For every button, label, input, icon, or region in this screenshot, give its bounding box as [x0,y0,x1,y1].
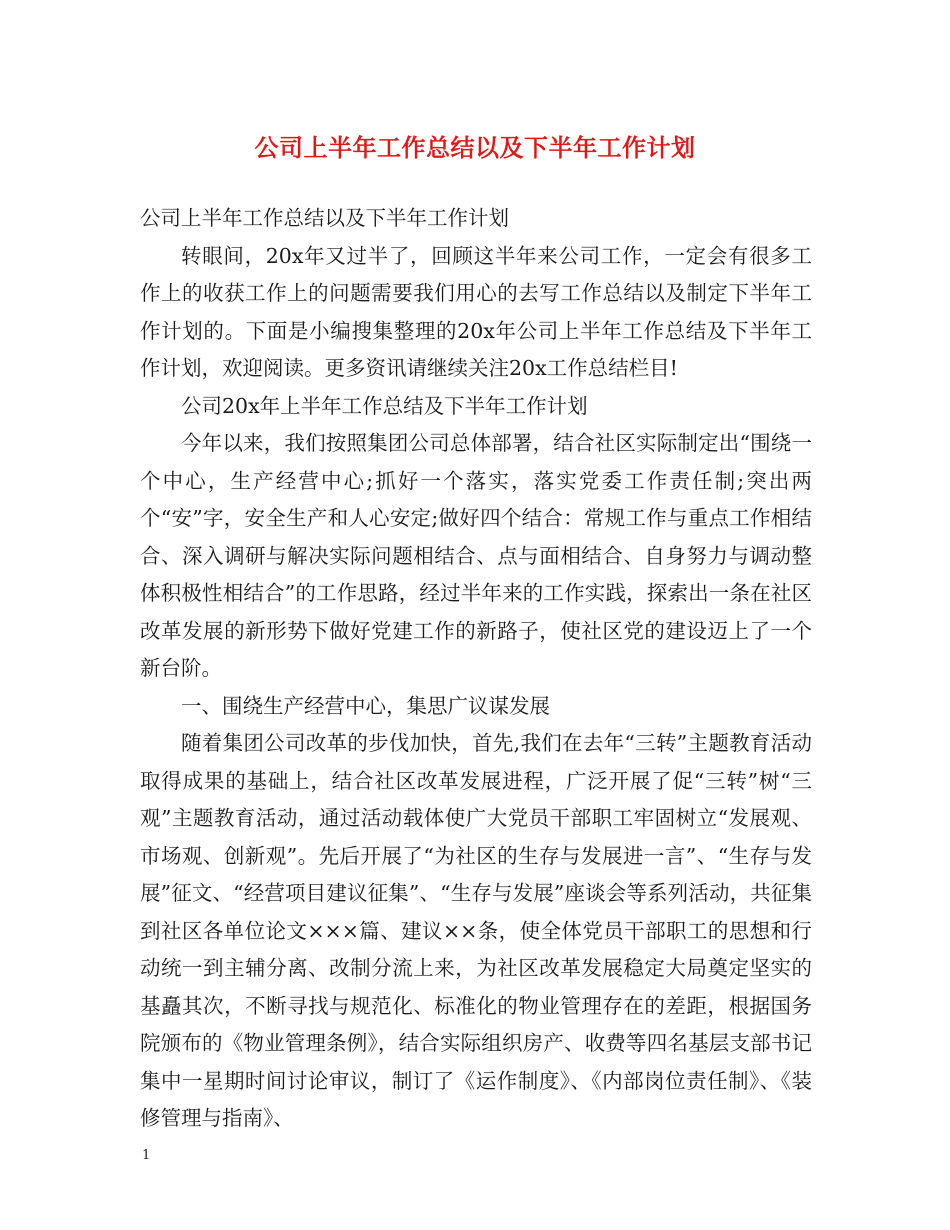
document-title: 公司上半年工作总结以及下半年工作计划 [254,134,696,162]
page-number: 1 [142,1148,151,1163]
document-body [140,200,812,1138]
intro-paragraph: 转眼间，20x年又过半了，回顾这半年来公司工作，一定会有很多工作上的收获工作上的问题需要我们用心的去写工作总结以及制定下半年工作计划的。下面是小编搜集整理的20x年公司上半年工作总结及下半年工作计划，欢迎阅读。更多资讯请继续关注20x工作总结栏目! [140,243,812,380]
section-heading: 公司20x年上半年工作总结及下半年工作计划 [181,393,588,418]
detail-paragraph: 随着集团公司改革的步伐加快，首先,我们在去年“三转”主题教育活动取得成果的基础上，结合社区改革发展进程，广泛开展了促“三转”树“三观”主题教育活动，通过活动载体使广大党员干部职工牢固树立“发展观、市场观、创新观”。先后开展了“为社区的生存与发展进一言”、“生存与发展”征文、“经营项目建议征集”、“生存与发展”座谈会等系列活动，共征集到社区各单位论文×××篇、建议××条，使全体党员干部职工的思想和行动统一到主辅分离、改制分流上来，为社区改革发展稳定大局奠定坚实的基矗其次，不断寻找与规范化、标准化的物业管理存在的差距，根据国务院颁布的《物业管理条例》，结合实际组织房产、收费等四名基层支部书记集中一星期时间讨论审议，制订了《运作制度》、《内部岗位责任制》、《装修管理与指南》、 [140,731,812,1130]
body-heading: 公司上半年工作总结以及下半年工作计划 [140,206,509,230]
summary-paragraph: 今年以来，我们按照集团公司总体部署，结合社区实际制定出“围绕一个中心，生产经营中心;抓好一个落实，落实党委工作责任制;突出两个“安”字，安全生产和人心安定;做好四个结合：常规工作与重点工作相结合、深入调研与解决实际问题相结合、点与面相结合、自身努力与调动整体积极性相结合”的工作思路，经过半年来的工作实践，探索出一条在社区改革发展的新形势下做好党建工作的新路子，使社区党的建设迈上了一个新台阶。 [140,431,812,680]
subsection-heading: 一、围绕生产经营中心，集思广议谋发展 [181,693,550,718]
